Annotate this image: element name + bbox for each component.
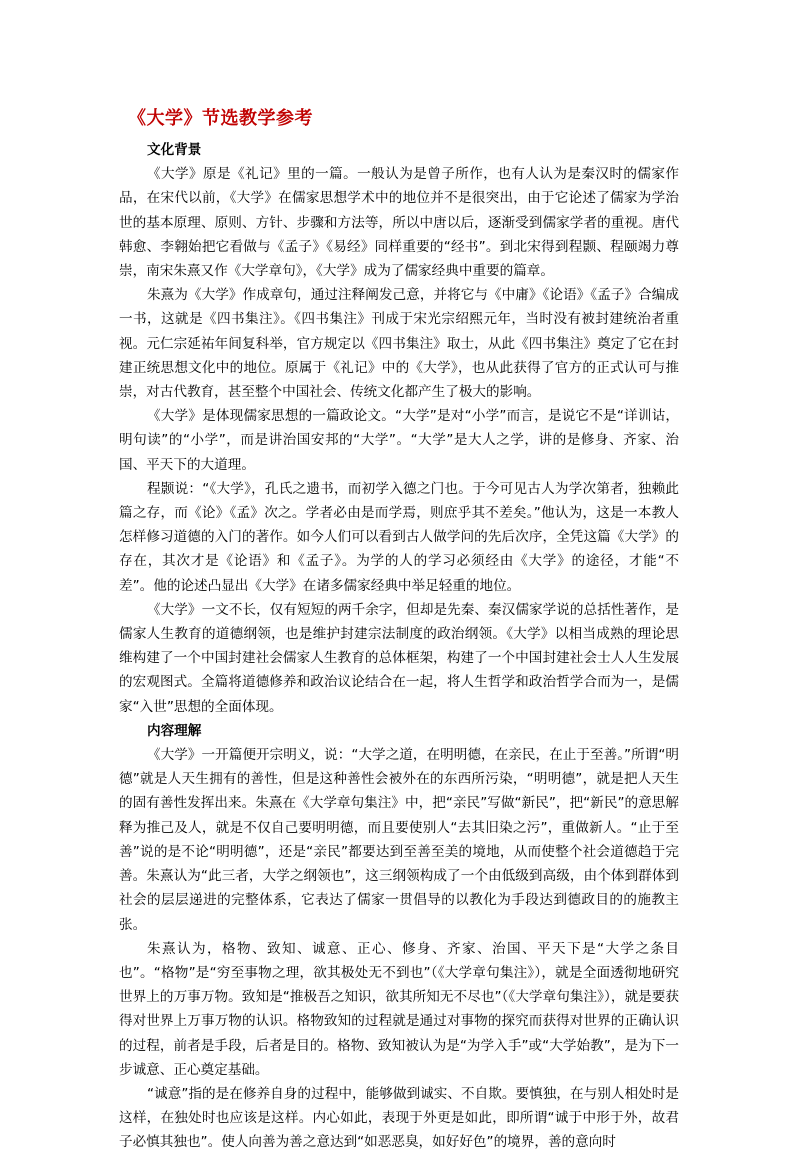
paragraph: “诚意”指的是在修养自身的过程中，能够做到诚实、不自欺。要慎独，在与别人相处时是这样，在独处时也应该是这样。内心如此，表现于外更是如此，即所谓“诚于中形于外，故君子必慎其独也”。使人向善为善之意达到“如恶恶臭，如好好色”的境界，善的意向时 [119, 1085, 679, 1151]
section-heading-content: 内容理解 [147, 722, 202, 739]
paragraph: 《大学》一文不长，仅有短短的两千余字，但却是先秦、秦汉儒家学说的总括性著作，是儒家人生教育的道德纲领，也是维护封建宗法制度的政治纲领。《大学》以相当成熟的理论思维构建了一个中国封建社会儒家人生教育的总体框架，构建了一个中国封建社会士人人生发展的宏观图式。全篇将道德修养和政治议论结合在一起，将人生哲学和政治哲学合而为一，是儒家“入世”思想的全面体现。 [119, 601, 679, 715]
paragraph: 《大学》原是《礼记》里的一篇。一般认为是曾子所作，也有人认为是秦汉时的儒家作品，在宋代以前，《大学》在儒家思想学术中的地位并不是很突出，由于它论述了儒家为学治世的基本原理、原则、方针、步骤和方法等，所以中唐以后，逐渐受到儒家学者的重视。唐代韩愈、李翱始把它看做与《孟子》《易经》同样重要的“经书”。到北宋得到程颢、程颐竭力尊崇，南宋朱熹又作《大学章句》，《大学》成为了儒家经典中重要的篇章。 [119, 166, 679, 280]
paragraph: 《大学》一开篇便开宗明义，说：“大学之道，在明明德，在亲民，在止于至善。”所谓“明德”就是人天生拥有的善性，但是这种善性会被外在的东西所污染，“明明德”，就是把人天生的固有善性发挥出来。朱熹在《大学章句集注》中，把“亲民”写做“新民”，把“新民”的意思解释为推己及人，就是不仅自己要明明德，而且要使别人“去其旧染之污”，重做新人。“止于至善”说的是不论“明明德”，还是“亲民”都要达到至善至美的境地，从而使整个社会道德趋于完善。朱熹认为“此三者，大学之纲领也”，这三纲领构成了一个由低级到高级，由个体到群体到社会的层层递进的完整体系，它表达了儒家一贯倡导的以教化为手段达到德政目的的施教主张。 [119, 747, 679, 933]
paragraph: 朱熹为《大学》作成章句，通过注释阐发己意，并将它与《中庸》《论语》《孟子》合编成一书，这就是《四书集注》。《四书集注》刊成于宋光宗绍熙元年，当时没有被封建统治者重视。元仁宗延祐年间复科举，官方规定以《四书集注》取士，从此《四书集注》奠定了它在封建正统思想文化中的地位。原属于《礼记》中的《大学》，也从此获得了官方的正式认可与推崇，对古代教育，甚至整个中国社会、传统文化都产生了极大的影响。 [119, 287, 679, 401]
section-heading-background: 文化背景 [147, 142, 202, 158]
paragraph: 朱熹认为，格物、致知、诚意、正心、修身、齐家、治国、平天下是“大学之条目也”。“格物”是“穷至事物之理，欲其极处无不到也”（《大学章句集注》），就是全面透彻地研究世界上的万事万物。致知是“推极吾之知识，欲其所知无不尽也”（《大学章句集注》），就是要获得对世界上万事万物的认识。格物致知的过程就是通过对事物的探究而获得对世界的正确认识的过程，前者是手段，后者是目的。格物、致知被认为是“为学入手”或“大学始教”，是为下一步诚意、正心奠定基础。 [119, 940, 679, 1078]
document-body [119, 138, 679, 1155]
paragraph: 《大学》是体现儒家思想的一篇政论文。“大学”是对“小学”而言，是说它不是“详训诂，明句读”的“小学”，而是讲治国安邦的“大学”。“大学”是大人之学，讲的是修身、齐家、治国、平天下的大道理。 [119, 408, 679, 473]
paragraph: 程颢说：“《大学》，孔氏之遗书，而初学入德之门也。于今可见古人为学次第者，独赖此篇之存，而《论》《孟》次之。学者必由是而学焉，则庶乎其不差矣。”他认为，这是一本教人怎样修习道德的入门的著作。如今人们可以看到古人做学问的先后次序，全凭这篇《大学》的存在，其次才是《论语》和《孟子》。为学的人的学习必须经由《大学》的途径，才能“不差”。他的论述凸显出《大学》在诸多儒家经典中举足轻重的地位。 [119, 480, 679, 594]
document-title: 《大学》节选教学参考 [128, 108, 313, 129]
